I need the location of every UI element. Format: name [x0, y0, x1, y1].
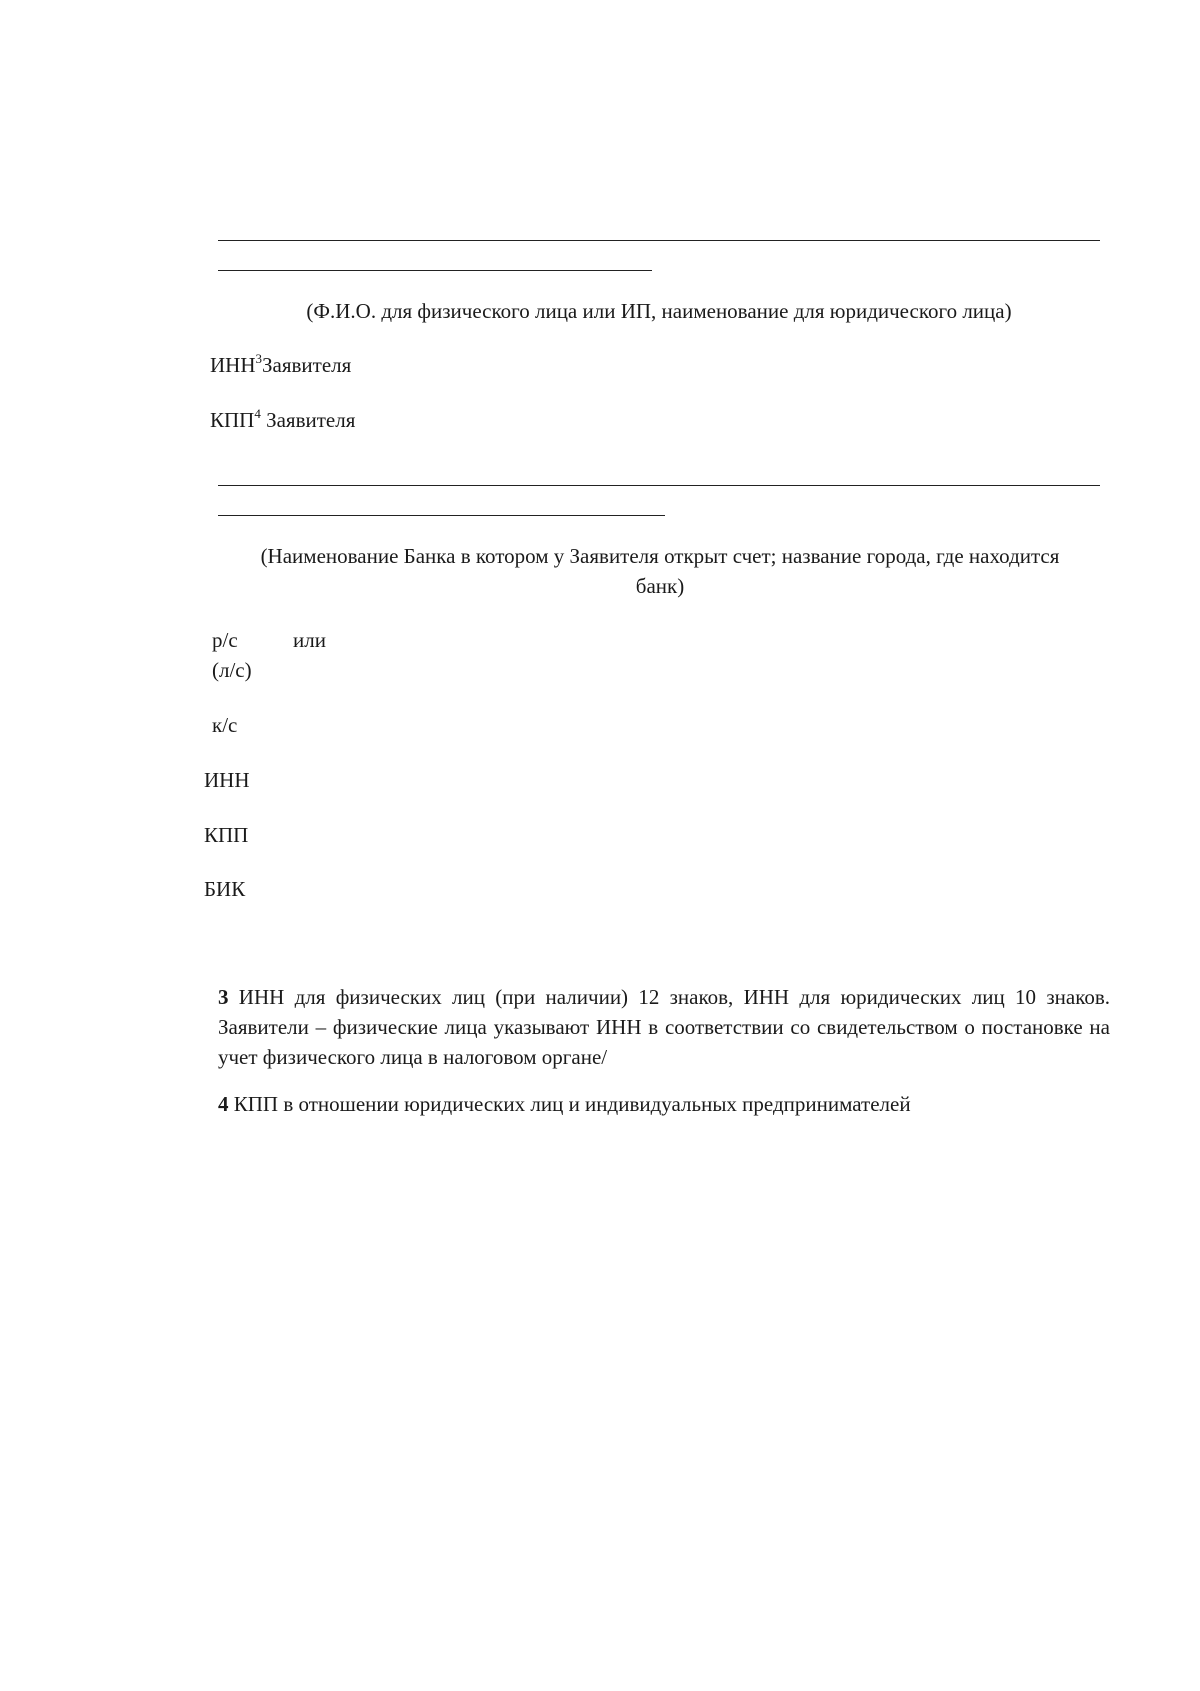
bank-name-line-2	[218, 515, 665, 516]
kpp-label: КПП	[204, 823, 249, 847]
applicant-caption: (Ф.И.О. для физического лица или ИП, наименование для юридического лица)	[306, 299, 1012, 323]
applicant-kpp-suffix: Заявителя	[260, 408, 356, 432]
footnote-3	[218, 982, 1110, 1072]
footnote-3-text: ИНН для физических лиц (при наличии) 12 знаков, ИНН для юридических лиц 10 знаков. Заявители – физические лица указывают ИНН в соответствии со свидетельством о постановке на учет физического лица в налоговом органе/	[218, 985, 1111, 1069]
applicant-kpp-row	[210, 405, 355, 435]
or-label: или	[293, 628, 326, 652]
footnote-ref-4: 4	[254, 406, 261, 421]
bank-caption-line-2: банк)	[635, 574, 685, 598]
footnote-4	[218, 1089, 1110, 1119]
ks-label: к/с	[212, 713, 238, 737]
applicant-inn-row	[210, 350, 351, 380]
bank-name-line-1	[218, 485, 1100, 486]
inn-label: ИНН	[204, 768, 250, 792]
rs-label: р/с	[212, 628, 238, 652]
bank-caption-line-1: (Наименование Банка в котором у Заявителя открыт счет; название города, где находится	[260, 544, 1060, 568]
footnote-4-text: КПП в отношении юридических лиц и индивидуальных предпринимателей	[233, 1092, 911, 1116]
applicant-inn-label: ИНН	[210, 353, 256, 377]
applicant-inn-suffix: Заявителя	[262, 353, 352, 377]
footnote-4-number: 4	[218, 1092, 229, 1116]
applicant-name-line-2	[218, 270, 652, 271]
applicant-name-line-1	[218, 240, 1100, 241]
applicant-kpp-label: КПП	[210, 408, 255, 432]
bik-label: БИК	[204, 877, 246, 901]
footnote-ref-3: 3	[255, 351, 262, 366]
bank-caption	[216, 541, 1104, 601]
ls-label: (л/с)	[212, 658, 252, 682]
footnote-3-number: 3	[218, 985, 229, 1009]
